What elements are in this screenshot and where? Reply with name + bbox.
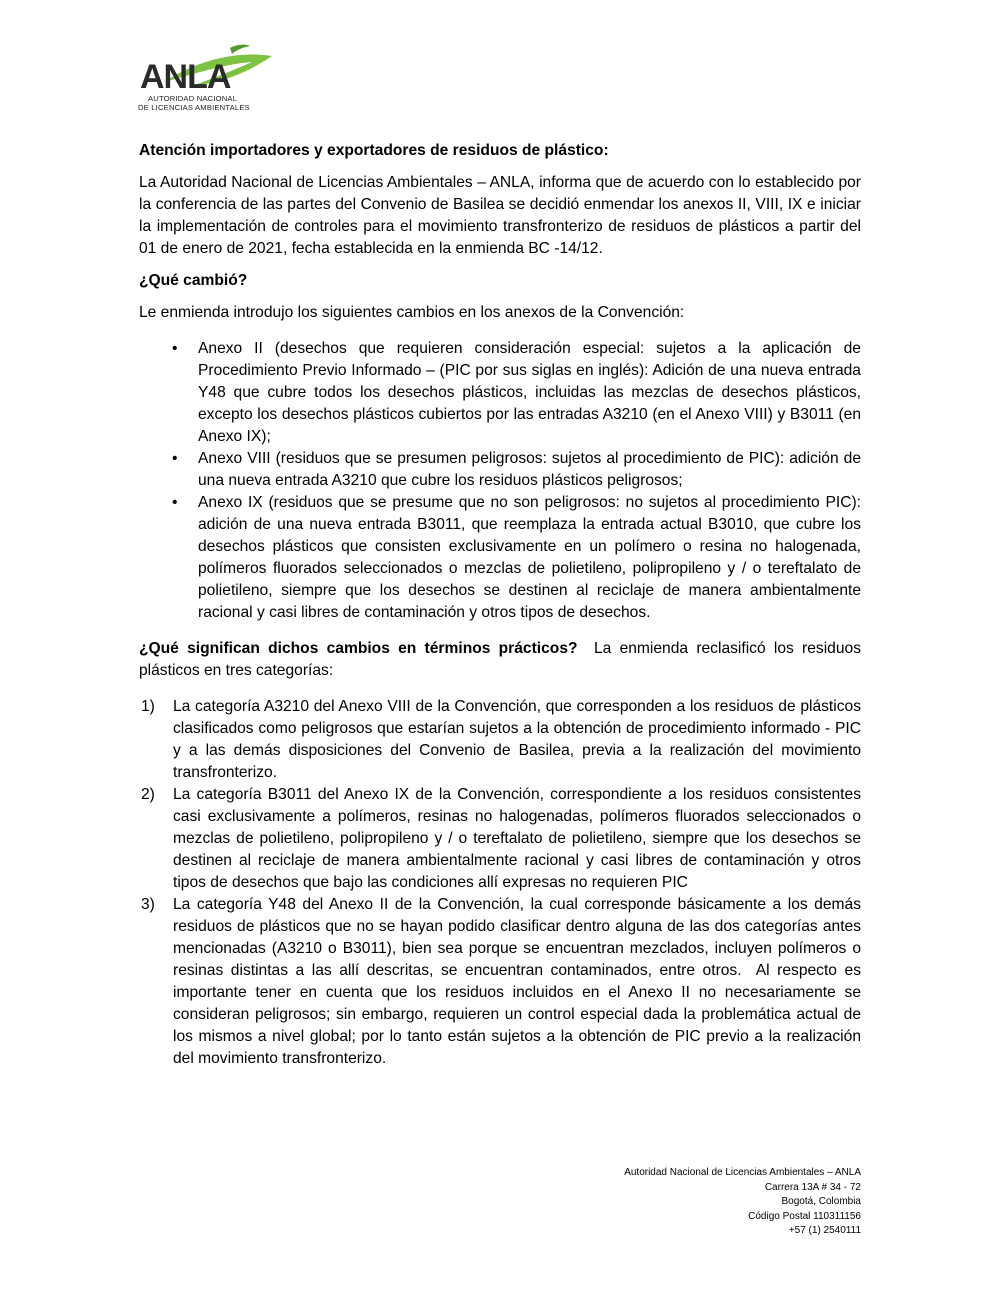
anla-logo — [134, 42, 284, 118]
question-heading-2: ¿Qué significan dichos cambios en términos prácticos? — [139, 640, 578, 657]
footer-city: Bogotá, Colombia — [781, 1196, 861, 1207]
numbered-list — [139, 696, 866, 1070]
anla-logo-mark — [134, 42, 284, 92]
footer-postal: Código Postal 110311156 — [748, 1210, 861, 1222]
lead-paragraph: Le enmienda introdujo los siguientes cambios en los anexos de la Convención: — [139, 304, 685, 321]
footer-address — [624, 1166, 861, 1239]
footer-org: Autoridad Nacional de Licencias Ambientales – ANLA — [624, 1167, 861, 1178]
bullet-icon: • — [172, 494, 178, 511]
logo-line-2: DE LICENCIAS AMBIENTALES — [138, 103, 250, 112]
footer-phone: +57 (1) 2540111 — [788, 1225, 861, 1236]
list-item — [139, 448, 861, 492]
bullet-icon: • — [172, 340, 178, 357]
intro-paragraph: La Autoridad Nacional de Licencias Ambientales – ANLA, informa que de acuerdo con lo establecido por la conferencia de las partes del Convenio de Basilea se decidió enmendar los anexos II, VIII, IX e iniciar la implementación de controles para el movimiento transfronterizo de residuos de plásticos a partir del 01 de enero de 2021, fecha establecida en la enmienda BC -14/12. — [139, 174, 861, 257]
list-item — [139, 894, 866, 1070]
footer-street: Carrera 13A # 34 - 72 — [764, 1181, 861, 1193]
logo-wordmark: ANLA — [140, 58, 231, 92]
list-item-text: Anexo IX (residuos que se presume que no son peligrosos: no sujetos al procedimiento PIC): adición de una nueva entrada B3011, que reemplaza la entrada actual B3010, que cubre los desechos plásticos que consisten exclusivamente en un polímero o resina no halogenada, polímeros fluorados seleccionados o mezclas de polietileno, polipropileno y / o tereftalato de polietileno, siempre que los desechos se destinen al reciclaje de manera ambientalmente racional y casi libres de contaminación y otros tipos de desechos. — [198, 494, 861, 621]
logo-line-1: AUTORIDAD NACIONAL — [148, 94, 238, 103]
question-heading-1: ¿Qué cambió? — [139, 272, 248, 289]
list-number: 2) — [141, 786, 155, 803]
list-number: 1) — [141, 698, 155, 715]
list-item — [139, 784, 861, 894]
list-item-text: La categoría B3011 del Anexo IX de la Convención, correspondiente a los residuos consistentes casi exclusivamente a polímeros, resinas no halogenadas, polímeros fluorados seleccionados o mezclas de polietileno, polipropileno y / o tereftalato de polietileno, siempre que los desechos se destinen al reciclaje de manera ambientalmente racional y casi libres de contaminación y otros tipos de desechos que bajo las condiciones allí expresas no requieren PIC — [173, 786, 861, 891]
bullet-icon: • — [172, 450, 178, 467]
list-item — [139, 696, 861, 784]
list-item-text: Anexo VIII (residuos que se presumen peligrosos: sujetos al procedimiento de PIC): adición de una nueva entrada A3210 que cubre los residuos plásticos peligrosos; — [198, 450, 861, 489]
practical-text: La enmienda reclasificó los residuos plásticos en tres categorías: — [139, 640, 866, 679]
list-item — [139, 492, 861, 624]
list-item-text: La categoría Y48 del Anexo II de la Convención, la cual corresponde básicamente a los demás residuos de plásticos que no se hayan podido clasificar dentro alguna de las dos categorías antes mencionadas (A3210 o B3011), bien sea porque se encuentran mezclados, incluyen polímeros o resinas distintas a las allí descritas, se encuentran contaminados, entre otros. Al respecto es importante tener en cuenta que los residuos incluidos en el Anexo II no necesariamente se consideran peligrosos; sin embargo, requieren un control especial dada la problemática actual de los mismos a nivel global; por lo tanto están sujetos a la obtención de PIC previo a la realización del movimiento transfronterizo. — [173, 896, 866, 1067]
list-item-text: La categoría A3210 del Anexo VIII de la Convención, que corresponden a los residuos de plásticos clasificados como peligrosos que estarían sujetos a la obtención de procedimiento informado - PIC y a las demás disposiciones del Convenio de Basilea, previa a la realización del movimiento transfronterizo. — [173, 698, 861, 781]
page-heading: Atención importadores y exportadores de residuos de plástico: — [139, 142, 609, 159]
practical-paragraph — [139, 638, 866, 682]
sprout-icon — [230, 45, 250, 54]
bullet-list — [139, 338, 861, 624]
document-body — [139, 140, 866, 1070]
list-number: 3) — [141, 896, 155, 913]
list-item — [139, 338, 861, 448]
list-item-text: Anexo II (desechos que requieren consideración especial: sujetos a la aplicación de Procedimiento Previo Informado – (PIC por sus siglas en inglés): Adición de una nueva entrada Y48 que cubre todos los desechos plásticos, incluidas las mezclas de desechos plásticos, excepto los desechos plásticos cubiertos por las entradas A3210 (en el Anexo VIII) y B3011 (en Anexo IX); — [198, 340, 861, 445]
